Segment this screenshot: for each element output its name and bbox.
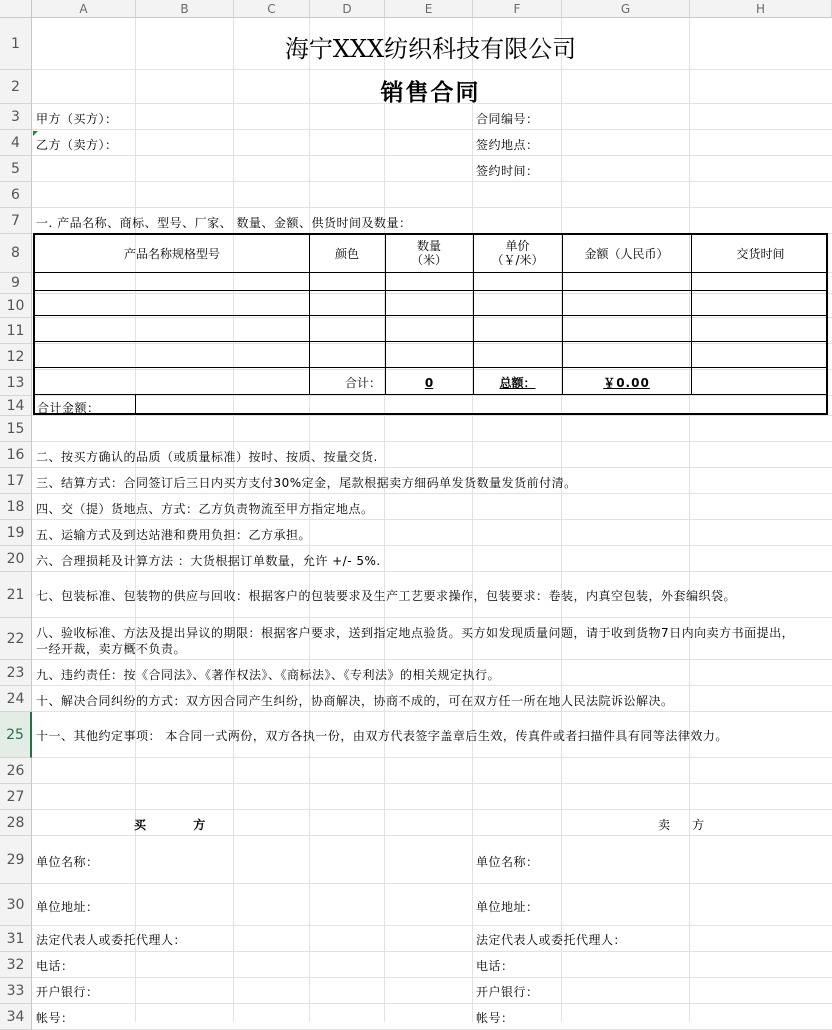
document-title: 销售合同 <box>380 80 481 106</box>
row-header-34[interactable]: 34 <box>0 1004 32 1030</box>
row-header-7[interactable]: 7 <box>0 208 32 234</box>
grid-row-line <box>32 783 832 784</box>
seller-unit-address: 单位地址： <box>476 900 539 914</box>
grid-row-line <box>32 835 832 836</box>
grid-row-line <box>32 883 832 884</box>
amount-total: ￥0.00 <box>603 376 650 390</box>
seller-phone: 电话： <box>476 959 514 973</box>
total-label: 总额： <box>499 376 536 390</box>
row-header-18[interactable]: 18 <box>0 494 32 520</box>
row-header-31[interactable]: 31 <box>0 926 32 952</box>
row-header-13[interactable]: 13 <box>0 370 32 396</box>
row-header-1[interactable]: 1 <box>0 18 32 70</box>
grid-row-line <box>32 571 832 572</box>
grid-row-line <box>32 1003 832 1004</box>
row-header-16[interactable]: 16 <box>0 442 32 468</box>
col-header-color: 颜色 <box>334 247 359 261</box>
grid-column-line <box>561 18 562 1022</box>
row-header-23[interactable]: 23 <box>0 660 32 686</box>
row-header-28[interactable]: 28 <box>0 810 32 836</box>
product-table <box>33 233 828 415</box>
sum-amount-label: 合计金额： <box>37 401 100 415</box>
row-header-8[interactable]: 8 <box>0 234 32 273</box>
column-header-e[interactable]: E <box>385 0 473 18</box>
buyer-unit-address: 单位地址： <box>36 900 99 914</box>
grid-row-line <box>32 519 832 520</box>
column-header-d[interactable]: D <box>310 0 385 18</box>
buyer-unit-name: 单位名称： <box>36 855 99 869</box>
sign-place-label: 签约地点： <box>476 138 539 152</box>
column-header-h[interactable]: H <box>690 0 832 18</box>
row-header-20[interactable]: 20 <box>0 546 32 572</box>
clause-10: 十、解决合同纠纷的方式：双方因合同产生纠纷，协商解决，协商不成的，可在双方任一所在地人民法院诉讼解决。 <box>36 694 674 708</box>
grid-row-line <box>32 207 832 208</box>
column-header-c[interactable]: C <box>234 0 310 18</box>
buyer-representative: 法定代表人或委托代理人： <box>36 933 187 947</box>
row-header-26[interactable]: 26 <box>0 758 32 784</box>
column-header-b[interactable]: B <box>136 0 234 18</box>
grid-column-line <box>472 18 473 1022</box>
grid-column-line <box>689 18 690 1022</box>
row-header-12[interactable]: 12 <box>0 344 32 370</box>
grid-column-line <box>309 18 310 1022</box>
row-header-33[interactable]: 33 <box>0 978 32 1004</box>
party-a-label: 甲方（买方）： <box>36 112 118 126</box>
grid-column-line <box>384 18 385 1022</box>
buyer-account: 帐号： <box>36 1011 74 1025</box>
grid-row-line <box>32 809 832 810</box>
clause-4: 四、交（提）货地点、方式：乙方负责物流至甲方指定地点。 <box>36 502 374 516</box>
column-header-f[interactable]: F <box>473 0 562 18</box>
grid-row-line <box>32 925 832 926</box>
grid-row-line <box>32 493 832 494</box>
contract-no-label: 合同编号： <box>476 112 539 126</box>
grid-row-line <box>32 685 832 686</box>
row-header-22[interactable]: 22 <box>0 618 32 660</box>
row-header-11[interactable]: 11 <box>0 318 32 344</box>
clause-9: 九、违约责任：按《合同法》、《著作权法》、《商标法》、《专利法》的相关规定执行。 <box>36 668 501 682</box>
party-b-label: 乙方（卖方）： <box>36 138 118 152</box>
col-header-unit-price: 单价 （￥/米） <box>491 239 544 267</box>
grid-row-line <box>32 467 832 468</box>
grid-row-line <box>32 757 832 758</box>
sign-time-label: 签约时间： <box>476 164 539 178</box>
grid-row-line <box>32 129 832 130</box>
clause-6: 六、合理损耗及计算方法 ：大货根据订单数量，允许 +/- 5%. <box>36 554 381 568</box>
column-header-a[interactable]: A <box>32 0 136 18</box>
row-header-4[interactable]: 4 <box>0 130 32 156</box>
column-header-g[interactable]: G <box>562 0 690 18</box>
seller-heading: 卖 方 <box>658 818 705 832</box>
subtotal-label: 合计： <box>344 376 381 390</box>
clause-8-line-1: 八、验收标准、方法及提出异议的期限：根据客户要求，送到指定地点验货。买方如发现质量问题，请于收到货物7日内向卖方书面提出， <box>36 626 795 640</box>
grid-row-line <box>32 415 832 416</box>
grid-row-line <box>32 617 832 618</box>
row-header-21[interactable]: 21 <box>0 572 32 618</box>
grid-row-line <box>32 951 832 952</box>
grid-row-line <box>32 181 832 182</box>
row-header-32[interactable]: 32 <box>0 952 32 978</box>
grid-column-line <box>135 18 136 1022</box>
grid-row-line <box>32 711 832 712</box>
col-header-delivery-time: 交货时间 <box>736 247 785 261</box>
clause-7: 七、包装标准、包装物的供应与回收：根据客户的包装要求及生产工艺要求操作，包装要求：卷装，内真空包装，外套编织袋。 <box>36 589 737 603</box>
clause-11: 十一、其他约定事项： 本合同一式两份，双方各执一份，由双方代表签字盖章后生效，传真件或者扫描件具有同等法律效力。 <box>36 729 728 743</box>
clause-3: 三、结算方式：合同签订后三日内买方支付30%定金，尾款根据卖方细码单发货数量发货前付清。 <box>36 476 577 490</box>
row-header-6[interactable]: 6 <box>0 182 32 208</box>
seller-bank: 开户银行： <box>476 985 539 999</box>
row-header-2[interactable]: 2 <box>0 70 32 104</box>
row-header-3[interactable]: 3 <box>0 104 32 130</box>
row-header-9[interactable]: 9 <box>0 273 32 294</box>
grid-row-line <box>32 441 832 442</box>
grid-row-line <box>32 155 832 156</box>
grid-row-line <box>32 659 832 660</box>
row-header-30[interactable]: 30 <box>0 884 32 926</box>
grid-column-line <box>233 18 234 1022</box>
clause-8-line-2: 一经开裁，卖方概不负责。 <box>36 642 187 656</box>
row-header-15[interactable]: 15 <box>0 416 32 442</box>
col-header-amount: 金额（人民币） <box>584 247 669 261</box>
buyer-heading: 买 方 <box>134 818 206 832</box>
quantity-total: 0 <box>424 376 434 390</box>
clause-2: 二、按买方确认的品质（或质量标准）按时、按质、按量交货. <box>36 450 378 464</box>
row-header-29[interactable]: 29 <box>0 836 32 884</box>
grid-row-line <box>32 69 832 70</box>
seller-representative: 法定代表人或委托代理人： <box>476 933 627 947</box>
seller-account: 帐号： <box>476 1011 514 1025</box>
seller-unit-name: 单位名称： <box>476 855 539 869</box>
col-header-product: 产品名称规格型号 <box>123 247 220 261</box>
grid-row-line <box>32 977 832 978</box>
grid-row-line <box>32 545 832 546</box>
row-header-25[interactable]: 25 <box>0 712 32 758</box>
company-title: 海宁XXX纺织科技有限公司 <box>284 35 577 63</box>
buyer-phone: 电话： <box>36 959 74 973</box>
row-header-27[interactable]: 27 <box>0 784 32 810</box>
clause-5: 五、运输方式及到达站港和费用负担：乙方承担。 <box>36 528 312 542</box>
row-header-24[interactable]: 24 <box>0 686 32 712</box>
row-header-5[interactable]: 5 <box>0 156 32 182</box>
row-header-10[interactable]: 10 <box>0 294 32 318</box>
section-1-heading: 一. 产品名称、商标、型号、厂家、 数量、金额、供货时间及数量： <box>36 216 412 230</box>
select-all-corner[interactable] <box>0 0 32 18</box>
buyer-bank: 开户银行： <box>36 985 99 999</box>
row-header-17[interactable]: 17 <box>0 468 32 494</box>
row-header-14[interactable]: 14 <box>0 396 32 416</box>
col-header-quantity: 数量 （米） <box>410 239 447 267</box>
row-header-19[interactable]: 19 <box>0 520 32 546</box>
